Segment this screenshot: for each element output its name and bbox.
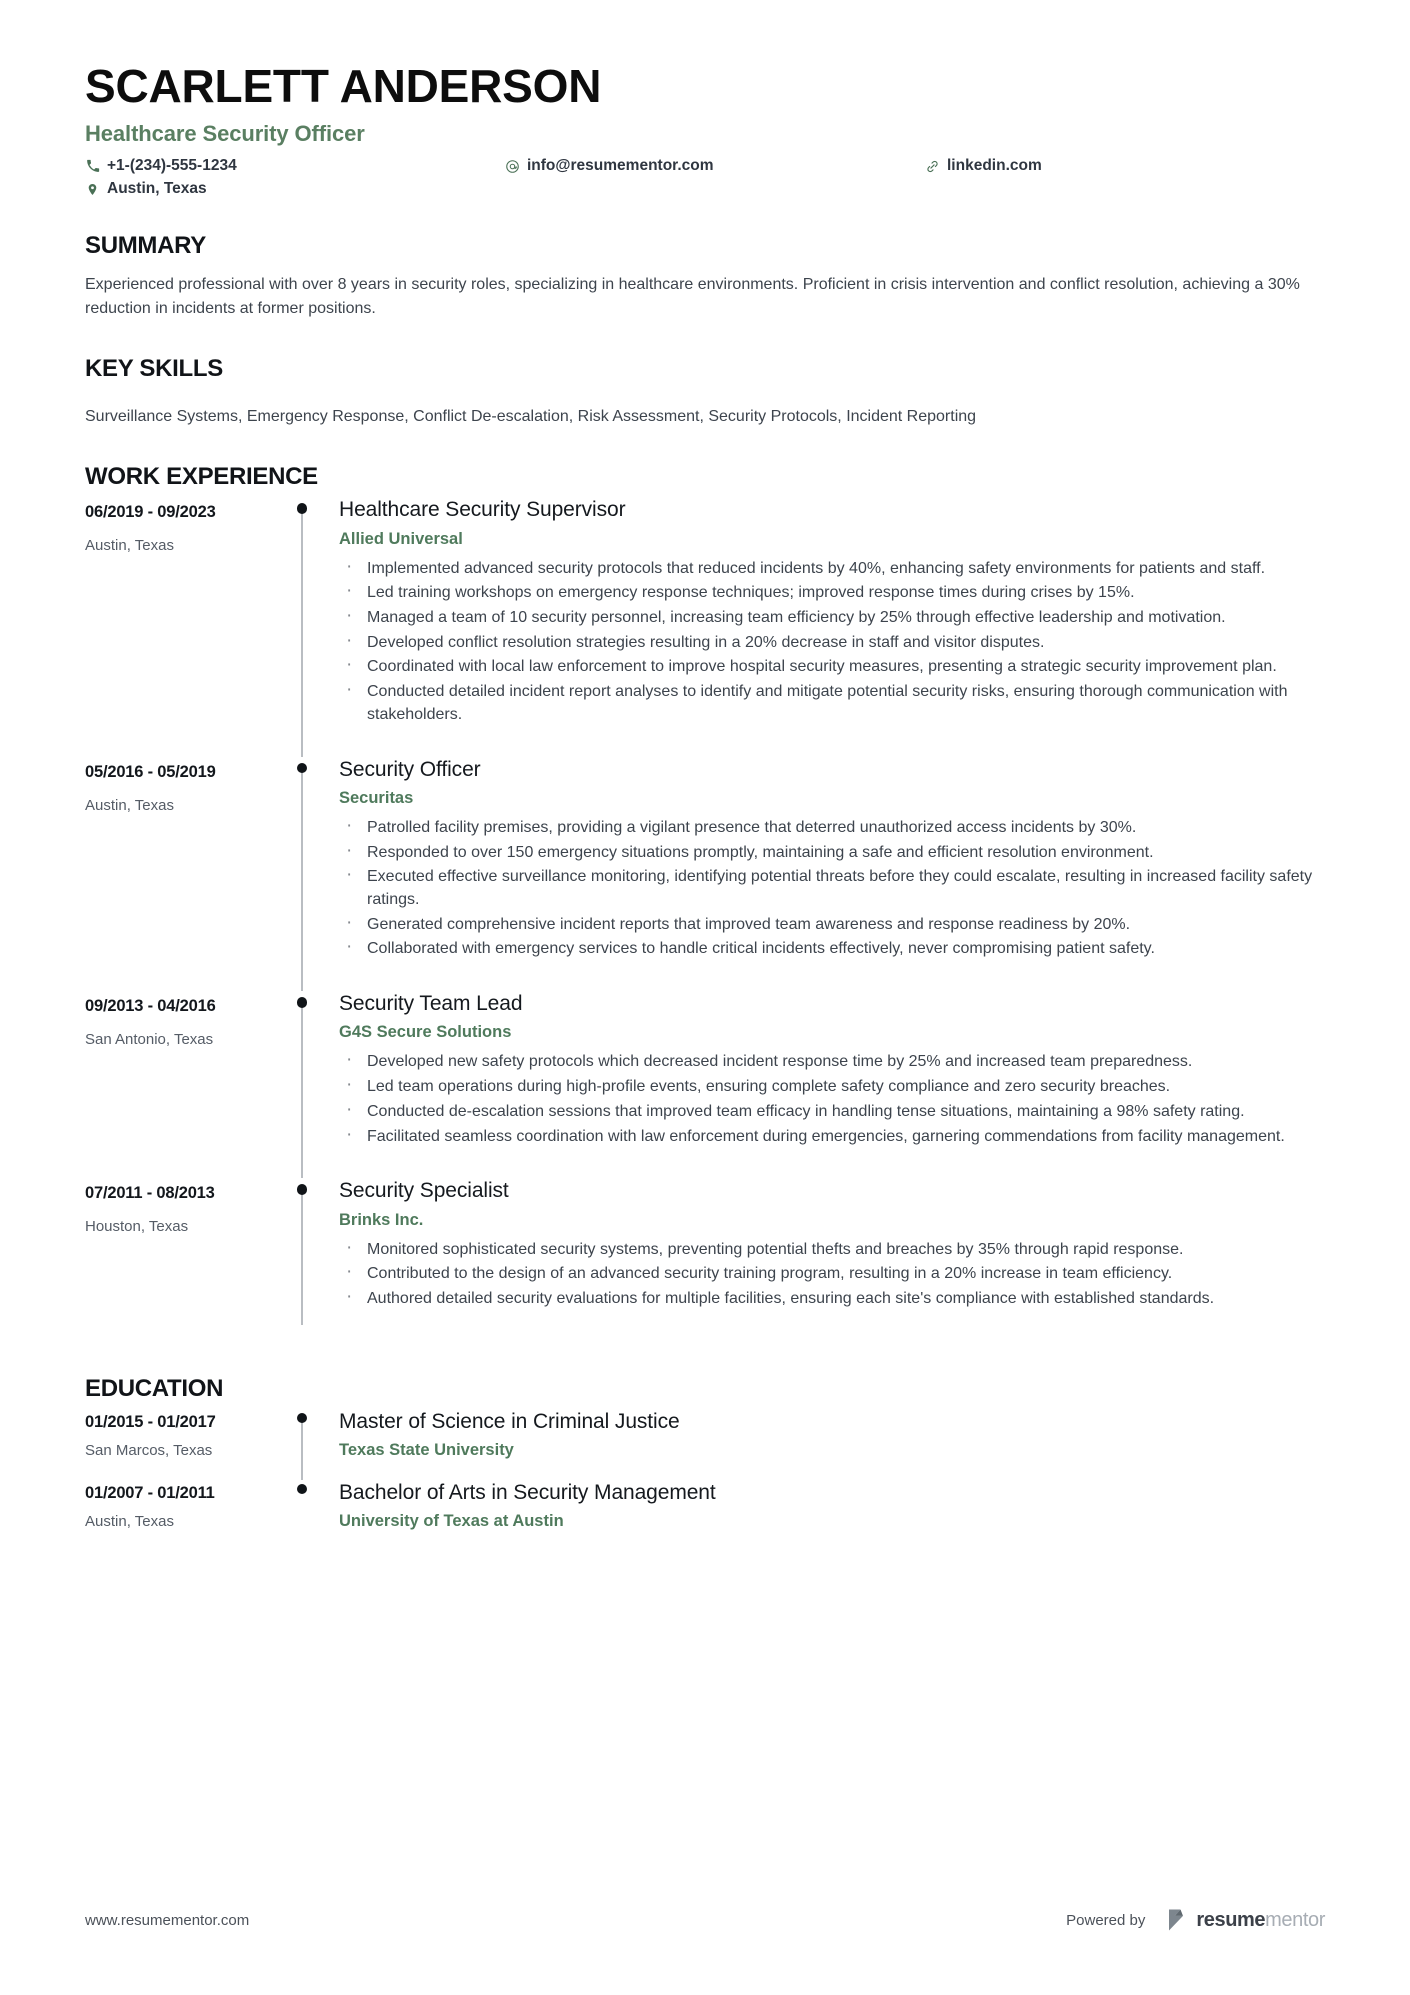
achievement-item: · Led team operations during high-profile events, ensuring complete safety compliance and zero security breaches. xyxy=(339,1076,1325,1099)
entry-location: Austin, Texas xyxy=(85,1512,174,1530)
powered-by-label: Powered by xyxy=(1066,1911,1146,1929)
timeline-rail xyxy=(293,991,339,1178)
timeline-rail xyxy=(293,1178,339,1340)
job-role-title: Healthcare Security Supervisor xyxy=(339,498,626,522)
entry-content xyxy=(339,1480,1325,1551)
entry-date: 01/2015 - 01/2017 xyxy=(85,1412,216,1431)
brand-bold-part: resume xyxy=(1196,1908,1266,1931)
timeline-line xyxy=(301,511,303,756)
resumementor-wordmark xyxy=(1196,1909,1325,1932)
timeline-dot-icon xyxy=(297,763,308,774)
degree-title: Master of Science in Criminal Justice xyxy=(339,1409,680,1433)
achievement-list xyxy=(339,1239,1325,1311)
timeline-line xyxy=(301,1005,303,1178)
contact-linkedin[interactable] xyxy=(925,157,1225,175)
timeline-rail xyxy=(293,1480,339,1551)
timeline-rail xyxy=(293,497,339,756)
achievement-item: · Led training workshops on emergency response techniques; improved response times during crises by 15%. xyxy=(339,582,1325,605)
company-name: G4S Secure Solutions xyxy=(339,1023,512,1042)
entry-meta xyxy=(85,1178,293,1340)
company-name: Allied Universal xyxy=(339,529,463,548)
contact-location-text: Austin, Texas xyxy=(107,180,207,198)
entry-content xyxy=(339,1178,1325,1340)
timeline-line xyxy=(301,1192,303,1324)
degree-title: Bachelor of Arts in Security Management xyxy=(339,1480,716,1504)
brand-light-part: mentor xyxy=(1265,1908,1325,1931)
work-experience-section xyxy=(85,463,1325,1340)
entry-meta xyxy=(85,757,293,992)
achievement-item: · Conducted de-escalation sessions that improved team efficacy in handling tense situations, maintaining a 98% safety rating. xyxy=(339,1101,1325,1124)
entry-date: 09/2013 - 04/2016 xyxy=(85,997,216,1016)
timeline-dot-icon xyxy=(297,503,308,514)
job-role-title: Security Team Lead xyxy=(339,992,523,1016)
resumementor-logo xyxy=(1167,1908,1325,1932)
achievement-item: · Conducted detailed incident report analyses to identify and mitigate potential security risks, ensuring thorough communication with stakeholders. xyxy=(339,681,1325,726)
entry-content xyxy=(339,991,1325,1178)
timeline-dot-icon xyxy=(297,1484,308,1495)
summary-text: Experienced professional with over 8 years in security roles, specializing in healthcare environments. Proficient in crisis intervention and conflict resolution, achieving a 30% reduction in incidents at former positions. xyxy=(85,276,1300,318)
location-pin-icon xyxy=(85,182,100,197)
entry-content xyxy=(339,757,1325,992)
entry-meta xyxy=(85,497,293,756)
job-role-title: Security Officer xyxy=(339,757,481,781)
phone-icon xyxy=(85,159,100,174)
achievement-item: · Patrolled facility premises, providing a vigilant presence that deterred unauthorized access incidents by 30%. xyxy=(339,817,1325,840)
resume-header xyxy=(85,0,1325,198)
summary-heading: SUMMARY xyxy=(85,232,207,260)
candidate-job-title: Healthcare Security Officer xyxy=(85,121,365,147)
entry-meta xyxy=(85,1480,293,1551)
contact-linkedin-text: linkedin.com xyxy=(947,157,1042,175)
achievement-item: · Generated comprehensive incident reports that improved team awareness and response readiness by 20%. xyxy=(339,914,1325,937)
key-skills-heading: KEY SKILLS xyxy=(85,355,223,383)
achievement-list xyxy=(339,817,1325,961)
key-skills-section xyxy=(85,355,1325,429)
timeline-rail xyxy=(293,757,339,992)
timeline-line xyxy=(301,771,303,992)
entry-date: 07/2011 - 08/2013 xyxy=(85,1184,215,1203)
summary-section xyxy=(85,232,1325,321)
email-icon xyxy=(505,159,520,174)
education-heading: EDUCATION xyxy=(85,1374,224,1402)
achievement-item: · Facilitated seamless coordination with law enforcement during emergencies, garnering commendations from facility management. xyxy=(339,1126,1325,1149)
education-section xyxy=(85,1375,1325,1552)
timeline-line xyxy=(301,1421,303,1480)
achievement-item: · Managed a team of 10 security personnel, increasing team efficiency by 25% through effective leadership and motivation. xyxy=(339,607,1325,630)
school-name: University of Texas at Austin xyxy=(339,1512,564,1531)
achievement-item: · Contributed to the design of an advanced security training program, resulting in a 20% increase in team efficiency. xyxy=(339,1263,1325,1286)
achievement-item: · Implemented advanced security protocols that reduced incidents by 40%, enhancing safety environments for patients and staff. xyxy=(339,558,1325,581)
achievement-item: · Developed conflict resolution strategies resulting in a 20% decrease in staff and visitor disputes. xyxy=(339,632,1325,655)
work-entry xyxy=(85,757,1325,992)
education-entry xyxy=(85,1409,1325,1480)
company-name: Brinks Inc. xyxy=(339,1210,424,1229)
footer-branding xyxy=(1066,1908,1325,1932)
timeline-dot-icon xyxy=(297,1184,308,1195)
achievement-list xyxy=(339,1051,1325,1148)
work-entry xyxy=(85,1178,1325,1340)
timeline-dot-icon xyxy=(297,1413,308,1424)
key-skills-text: Surveillance Systems, Emergency Response, Conflict De-escalation, Risk Assessment, Security Protocols, Incident Reporting xyxy=(85,408,977,426)
entry-date: 05/2016 - 05/2019 xyxy=(85,762,216,781)
entry-location: Austin, Texas xyxy=(85,537,174,555)
contact-row-primary xyxy=(85,157,1325,175)
job-role-title: Security Specialist xyxy=(339,1179,509,1203)
page-footer xyxy=(85,1908,1325,1932)
work-experience-heading: WORK EXPERIENCE xyxy=(85,463,318,491)
entry-location: San Antonio, Texas xyxy=(85,1031,214,1049)
contact-phone-text: +1-(234)-555-1234 xyxy=(107,157,237,175)
achievement-list xyxy=(339,558,1325,727)
resumementor-mark-icon xyxy=(1167,1908,1189,1932)
contact-phone[interactable] xyxy=(85,157,505,175)
achievement-item: · Authored detailed security evaluations for multiple facilities, ensuring each site's compliance with established standards. xyxy=(339,1288,1325,1311)
entry-content xyxy=(339,497,1325,756)
achievement-item: · Monitored sophisticated security systems, preventing potential thefts and breaches by 35% through rapid response. xyxy=(339,1239,1325,1262)
achievement-item: · Responded to over 150 emergency situations promptly, maintaining a safe and efficient resolution environment. xyxy=(339,842,1325,865)
work-experience-entries xyxy=(85,497,1325,1340)
contact-location xyxy=(85,180,505,198)
entry-date: 06/2019 - 09/2023 xyxy=(85,503,216,522)
company-name: Securitas xyxy=(339,788,414,807)
entry-meta xyxy=(85,991,293,1178)
entry-location: Austin, Texas xyxy=(85,796,174,814)
entry-content xyxy=(339,1409,1325,1480)
achievement-item: · Collaborated with emergency services to handle critical incidents effectively, never compromising patient safety. xyxy=(339,938,1325,961)
school-name: Texas State University xyxy=(339,1440,514,1459)
education-entries xyxy=(85,1409,1325,1552)
entry-meta xyxy=(85,1409,293,1480)
education-entry xyxy=(85,1480,1325,1551)
link-icon xyxy=(925,159,940,174)
achievement-item: · Coordinated with local law enforcement to improve hospital security measures, presenting a strategic security improvement plan. xyxy=(339,656,1325,679)
contact-email-text: info@resumementor.com xyxy=(527,157,714,175)
work-entry xyxy=(85,497,1325,756)
footer-website-url[interactable]: www.resumementor.com xyxy=(85,1911,250,1929)
entry-location: Houston, Texas xyxy=(85,1218,189,1236)
entry-date: 01/2007 - 01/2011 xyxy=(85,1483,215,1502)
contact-email[interactable] xyxy=(505,157,925,175)
achievement-item: · Executed effective surveillance monitoring, identifying potential threats before they could escalate, resulting in increased facility safety ratings. xyxy=(339,866,1325,911)
achievement-item: · Developed new safety protocols which decreased incident response time by 25% and increased team preparedness. xyxy=(339,1051,1325,1074)
timeline-dot-icon xyxy=(297,997,308,1008)
contact-row-secondary xyxy=(85,180,1325,198)
timeline-rail xyxy=(293,1409,339,1480)
work-entry xyxy=(85,991,1325,1178)
entry-location: San Marcos, Texas xyxy=(85,1441,213,1459)
candidate-name: SCARLETT ANDERSON xyxy=(85,60,602,112)
